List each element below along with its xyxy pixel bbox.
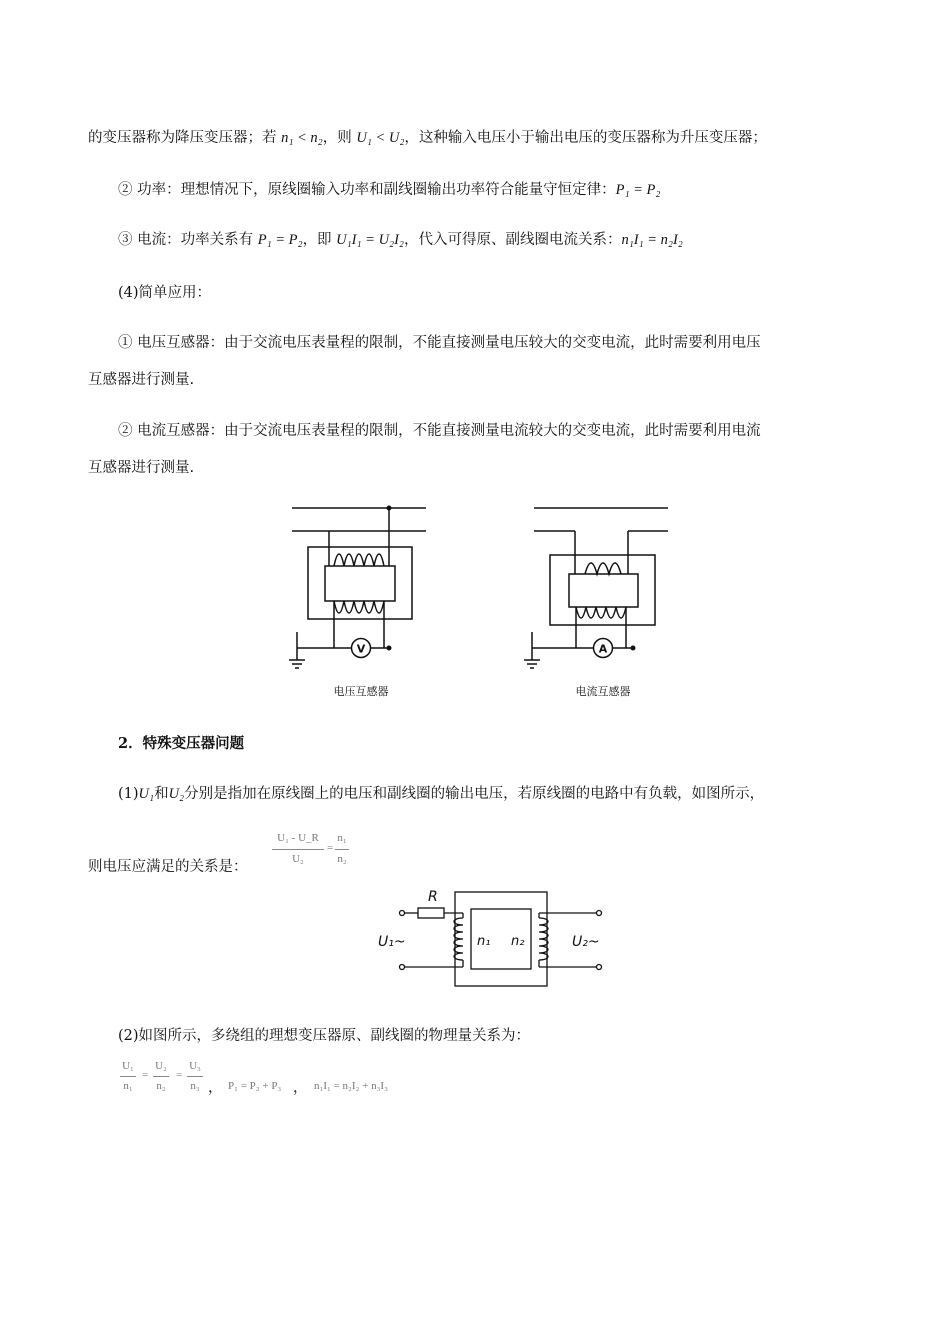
formula-ui: U₁I₁ = U₂I₂ bbox=[336, 232, 404, 248]
paragraph-voltage-transformer-line2: 互感器进行测量. bbox=[88, 372, 195, 388]
equals-sign: = bbox=[327, 842, 334, 854]
secondary-turns-label: n₂ bbox=[511, 934, 525, 949]
paragraph-power bbox=[118, 180, 660, 200]
ratio2-numerator: U₂ bbox=[155, 1060, 167, 1072]
formula-denominator: U₂ bbox=[292, 853, 304, 865]
comma-separator: ， bbox=[293, 1080, 308, 1096]
fraction-bar bbox=[120, 1076, 136, 1077]
power-text: ② 功率：理想情况下，原线圈输入功率和副线圈输出功率符合能量守恒定律： bbox=[118, 182, 616, 198]
instrument-transformer-figure bbox=[280, 495, 680, 705]
text-segment: 的变压器称为降压变压器；若 bbox=[88, 130, 282, 146]
voltage-transformer-caption: 电压互感器 bbox=[333, 685, 389, 698]
text-segment: ③ 电流：功率关系有 bbox=[118, 232, 258, 248]
output-voltage-label: U₂~ bbox=[572, 934, 600, 950]
ratio1-numerator: U₁ bbox=[122, 1060, 134, 1072]
paragraph-applications: (4)简单应用： bbox=[118, 285, 212, 301]
text-segment: ，这种输入电压小于输出电压的变压器称为升压变压器； bbox=[404, 130, 767, 146]
voltage-result: U₁ < U₂ bbox=[356, 130, 405, 146]
text-segment: 分别是指加在原线圈上的电压和副线圈的输出电压，若原线圈的电路中有负载，如图所示， bbox=[184, 786, 765, 802]
formula-ni: n₁I₁ = n₂I₂ bbox=[621, 232, 683, 248]
current-transformer-caption: 电流互感器 bbox=[575, 685, 631, 698]
turns-condition: n₁ < n₂ bbox=[281, 130, 323, 146]
equals-sign: = bbox=[176, 1069, 183, 1081]
equals-sign: = bbox=[142, 1069, 149, 1081]
ratio3-denominator: n₃ bbox=[190, 1080, 200, 1092]
power-formula: P₁ = P₂ bbox=[615, 182, 661, 198]
ratio1-denominator: n₁ bbox=[123, 1080, 133, 1092]
section-heading: 2．特殊变压器问题 bbox=[118, 735, 245, 752]
ammeter-label: A bbox=[598, 642, 608, 656]
paragraph-load-in-primary bbox=[118, 784, 764, 804]
text-segment: ，则 bbox=[322, 130, 357, 146]
transformer-with-load-figure bbox=[370, 880, 615, 995]
voltage-relation-formula bbox=[270, 832, 360, 872]
paragraph-current-transformer-line2: 互感器进行测量. bbox=[88, 460, 195, 476]
fraction-bar bbox=[335, 849, 349, 850]
ratio2-denominator: n₂ bbox=[156, 1080, 166, 1092]
paragraph-multi-winding: (2)如图所示，多绕组的理想变压器原、副线圈的物理量关系为： bbox=[118, 1028, 531, 1044]
text-segment: 和 bbox=[154, 786, 169, 802]
comma-separator: ， bbox=[208, 1080, 223, 1096]
fraction-bar bbox=[187, 1076, 203, 1077]
paragraph-current-transformer-line1: ② 电流互感器：由于交流电压表量程的限制，不能直接测量电流较大的交变电流，此时需要利用电流 bbox=[118, 423, 761, 439]
ratio3-numerator: U₃ bbox=[189, 1060, 201, 1072]
resistor-label: R bbox=[428, 889, 438, 905]
fraction-bar bbox=[272, 849, 324, 850]
u2-symbol: U₂ bbox=[168, 786, 185, 802]
primary-turns-label: n₁ bbox=[477, 934, 491, 949]
ratio-numerator: n₁ bbox=[337, 832, 347, 844]
ratio-denominator: n₂ bbox=[337, 853, 347, 865]
text-segment: (1) bbox=[118, 786, 139, 802]
fraction-bar bbox=[153, 1076, 169, 1077]
paragraph-step-down bbox=[88, 128, 767, 148]
u1-symbol: U₁ bbox=[138, 786, 155, 802]
text-segment: ，即 bbox=[302, 232, 337, 248]
power-sum-formula: P₁ = P₂ + P₃ bbox=[228, 1080, 282, 1092]
paragraph-relation-label: 则电压应满足的关系是： bbox=[88, 859, 248, 875]
text-segment: ，代入可得原、副线圈电流关系： bbox=[403, 232, 622, 248]
voltmeter-label: V bbox=[356, 642, 366, 656]
paragraph-current bbox=[118, 230, 683, 250]
paragraph-voltage-transformer-line1: ① 电压互感器：由于交流电压表量程的限制，不能直接测量电压较大的交变电流，此时需要利用电压 bbox=[118, 335, 761, 351]
input-voltage-label: U₁~ bbox=[378, 934, 406, 950]
formula-power: P₁ = P₂ bbox=[257, 232, 303, 248]
current-sum-formula: n₁I₁ = n₂I₂ + n₃I₃ bbox=[314, 1080, 388, 1092]
formula-numerator: U₁ - U_R bbox=[277, 832, 319, 844]
